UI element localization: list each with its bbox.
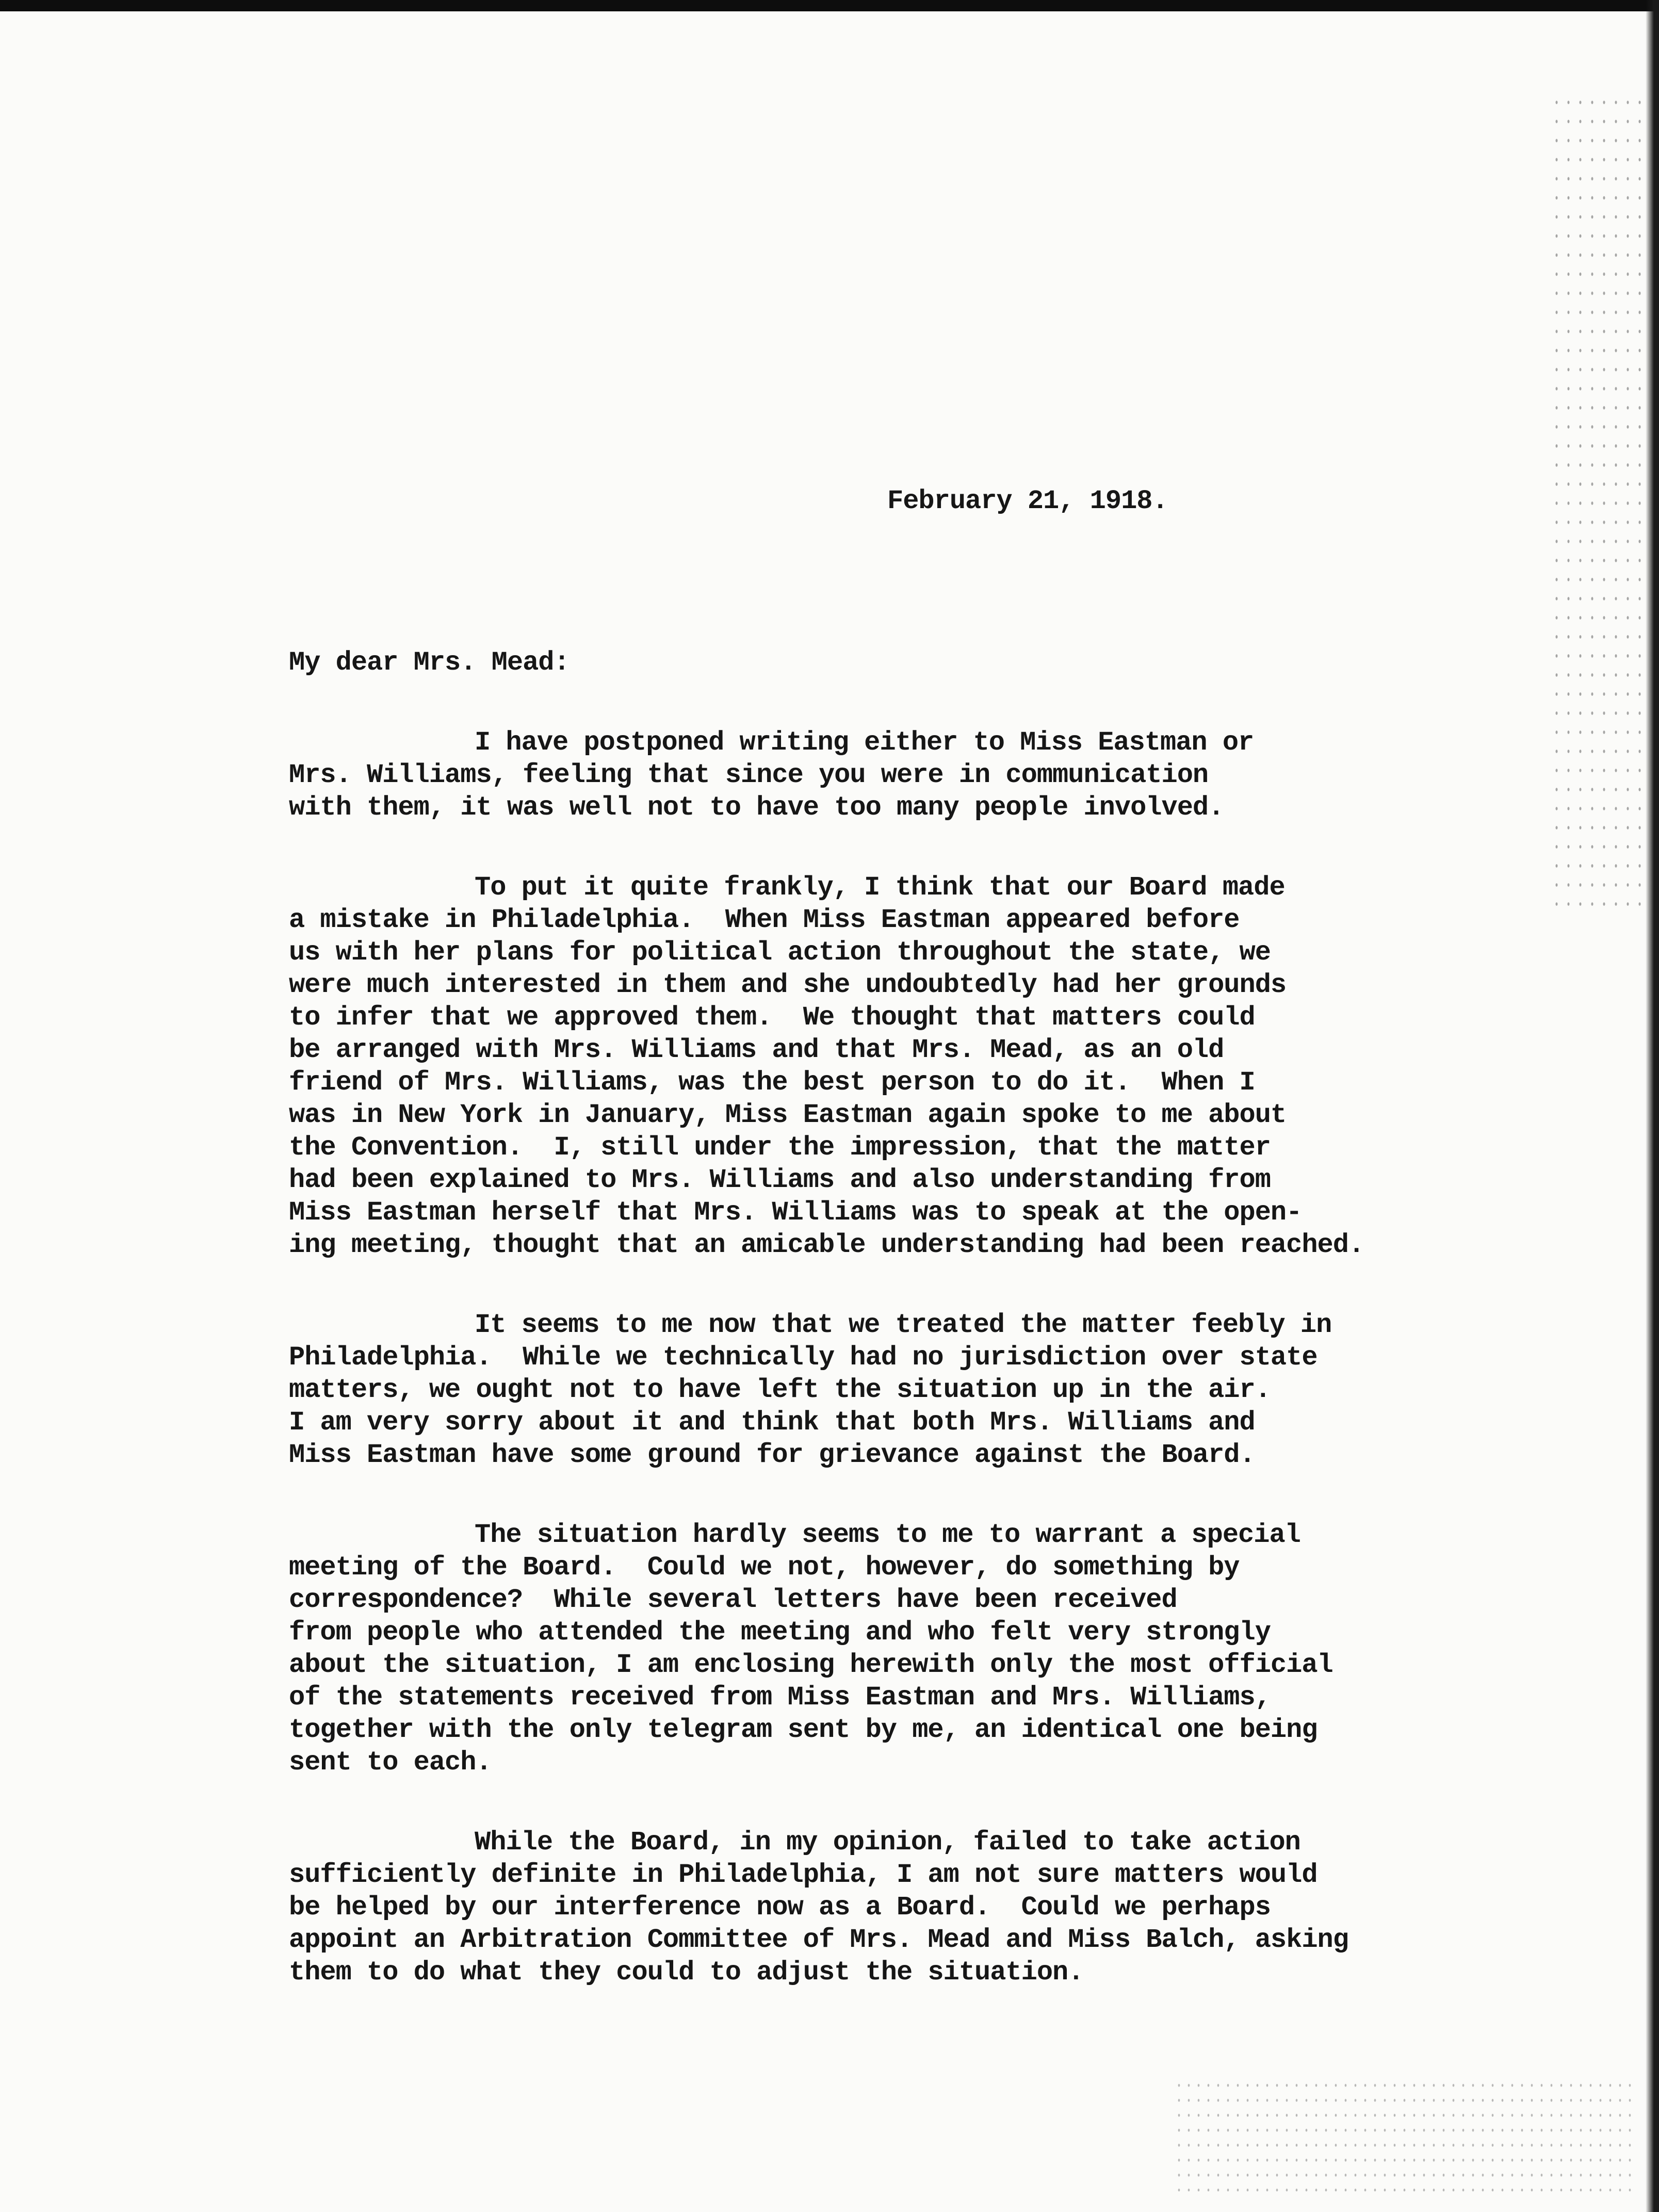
paragraph-line: had been explained to Mrs. Williams and also understanding from <box>289 1165 1271 1195</box>
paragraph-4 <box>289 1519 1486 1779</box>
paragraph-line: matters, we ought not to have left the situation up in the air. <box>289 1375 1271 1405</box>
paragraph-line: the Convention. I, still under the impression, that the matter <box>289 1132 1271 1163</box>
paragraph-line: was in New York in January, Miss Eastman again spoke to me about <box>289 1100 1287 1130</box>
paragraph-line: Philadelphia. While we technically had no jurisdiction over state <box>289 1342 1318 1373</box>
paragraph-1 <box>289 726 1486 824</box>
paragraph-line: sent to each. <box>289 1747 492 1778</box>
paragraph-3 <box>289 1309 1486 1471</box>
paragraph-line: Miss Eastman herself that Mrs. Williams was to speak at the open- <box>289 1197 1302 1228</box>
paragraph-line: of the statements received from Miss Eastman and Mrs. Williams, <box>289 1682 1271 1713</box>
paragraph-line: a mistake in Philadelphia. When Miss Eastman appeared before <box>289 905 1240 935</box>
paragraph-line: appoint an Arbitration Committee of Mrs. Mead and Miss Balch, asking <box>289 1925 1348 1955</box>
letter-date: February 21, 1918. <box>887 486 1168 516</box>
paragraph-line: were much interested in them and she undoubtedly had her grounds <box>289 970 1287 1000</box>
paragraph-line: together with the only telegram sent by me, an identical one being <box>289 1715 1318 1745</box>
paragraph-line: ing meeting, thought that an amicable understanding had been reached. <box>289 1230 1364 1260</box>
paragraph-line: friend of Mrs. Williams, was the best person to do it. When I <box>289 1067 1255 1098</box>
scan-noise-bottom <box>1174 2078 1638 2191</box>
paragraph-line: While the Board, in my opinion, failed to take action <box>475 1827 1300 1858</box>
paragraph-line: I have postponed writing either to Miss Eastman or <box>475 727 1254 758</box>
scan-top-edge <box>0 0 1659 11</box>
paragraph-line: us with her plans for political action throughout the state, we <box>289 937 1271 968</box>
paragraph-line: with them, it was well not to have too many people involved. <box>289 792 1224 823</box>
paragraph-line: I am very sorry about it and think that both Mrs. Williams and <box>289 1407 1255 1438</box>
scan-right-edge <box>1646 0 1659 2212</box>
letter-body <box>289 485 1486 2036</box>
paragraph-5 <box>289 1826 1486 1989</box>
paragraph-line: It seems to me now that we treated the matter feebly in <box>475 1310 1332 1340</box>
paragraph-line: sufficiently definite in Philadelphia, I am not sure matters would <box>289 1860 1318 1890</box>
paragraph-line: from people who attended the meeting and who felt very strongly <box>289 1617 1271 1648</box>
paragraph-2 <box>289 871 1486 1261</box>
paragraph-line: be helped by our interference now as a Board. Could we perhaps <box>289 1892 1271 1923</box>
paragraph-line: about the situation, I am enclosing herewith only the most official <box>289 1650 1333 1680</box>
paragraph-line: meeting of the Board. Could we not, however, do something by <box>289 1552 1240 1583</box>
paragraph-line: To put it quite frankly, I think that our Board made <box>475 872 1285 903</box>
paragraph-line: correspondence? While several letters have been received <box>289 1585 1177 1615</box>
paragraph-line: Mrs. Williams, feeling that since you were in communication <box>289 760 1209 790</box>
letter-salutation: My dear Mrs. Mead: <box>289 647 570 678</box>
paragraph-line: be arranged with Mrs. Williams and that Mrs. Mead, as an old <box>289 1035 1224 1065</box>
paragraph-line: them to do what they could to adjust the situation. <box>289 1957 1084 1988</box>
paragraph-line: The situation hardly seems to me to warrant a special <box>475 1520 1300 1550</box>
paragraph-line: to infer that we approved them. We thought that matters could <box>289 1002 1255 1033</box>
scan-noise-right <box>1551 93 1644 918</box>
paragraph-line: Miss Eastman have some ground for grievance against the Board. <box>289 1440 1255 1470</box>
